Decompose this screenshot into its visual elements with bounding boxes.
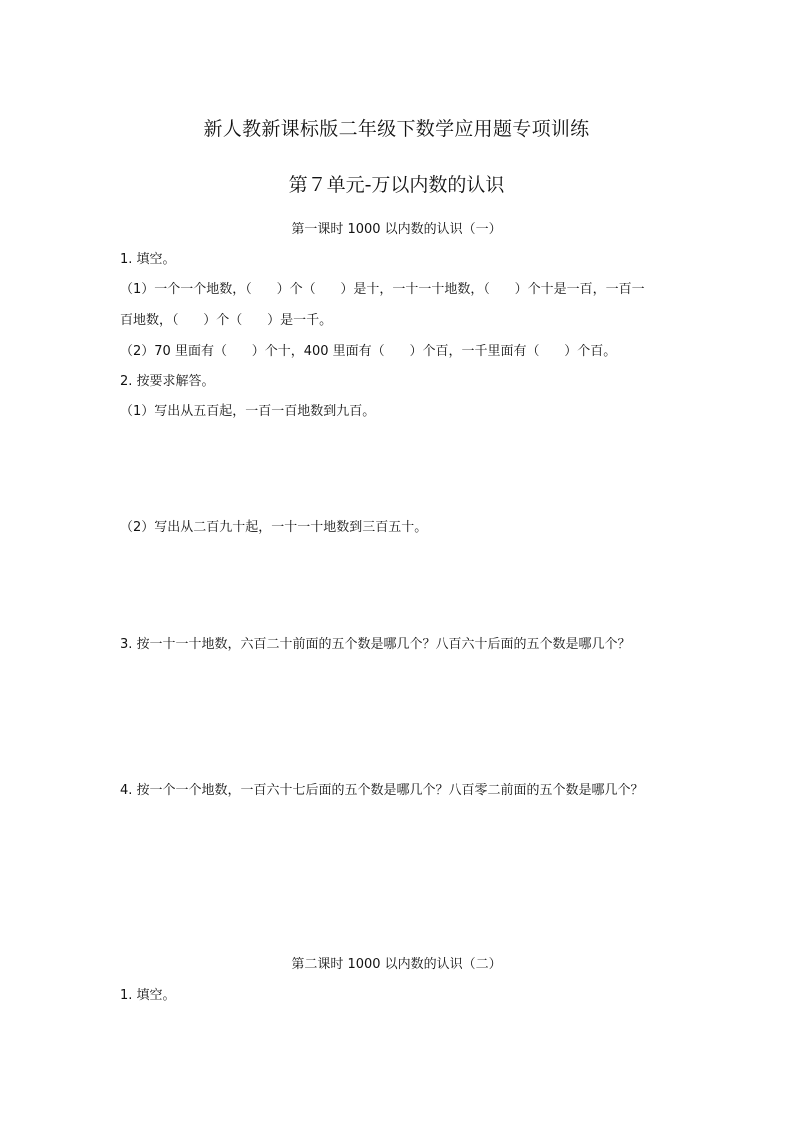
question-line: 1. 填空。 (120, 252, 176, 267)
unit-title: 第７单元-万以内数的认识 (288, 174, 505, 196)
question-line: 百地数，（ ）个（ ）是一千。 (120, 313, 333, 328)
question-line: （2）写出从二百九十起，一十一十地数到三百五十。 (120, 520, 428, 535)
question-line: 3. 按一十一十地数，六百二十前面的五个数是哪几个？八百六十后面的五个数是哪几个？ (120, 637, 631, 652)
lesson-heading: 第二课时 1000 以内数的认识（二） (291, 957, 502, 972)
question-line: 1. 填空。 (120, 988, 176, 1003)
question-line: （2）70 里面有（ ）个十，400 里面有（ ）个百，一千里面有（ ）个百。 (120, 344, 617, 359)
lesson-heading: 第一课时 1000 以内数的认识（一） (291, 222, 502, 237)
question-line: 2. 按要求解答。 (120, 374, 215, 389)
question-line: 4. 按一个一个地数，一百六十七后面的五个数是哪几个？八百零二前面的五个数是哪几个？ (120, 783, 644, 798)
question-line: （1）写出从五百起，一百一百地数到九百。 (120, 404, 376, 419)
question-line: （1）一个一个地数，（ ）个（ ）是十，一十一十地数，（ ）个十是一百，一百一 (120, 282, 645, 297)
document-title: 新人教新课标版二年级下数学应用题专项训练 (203, 118, 590, 140)
